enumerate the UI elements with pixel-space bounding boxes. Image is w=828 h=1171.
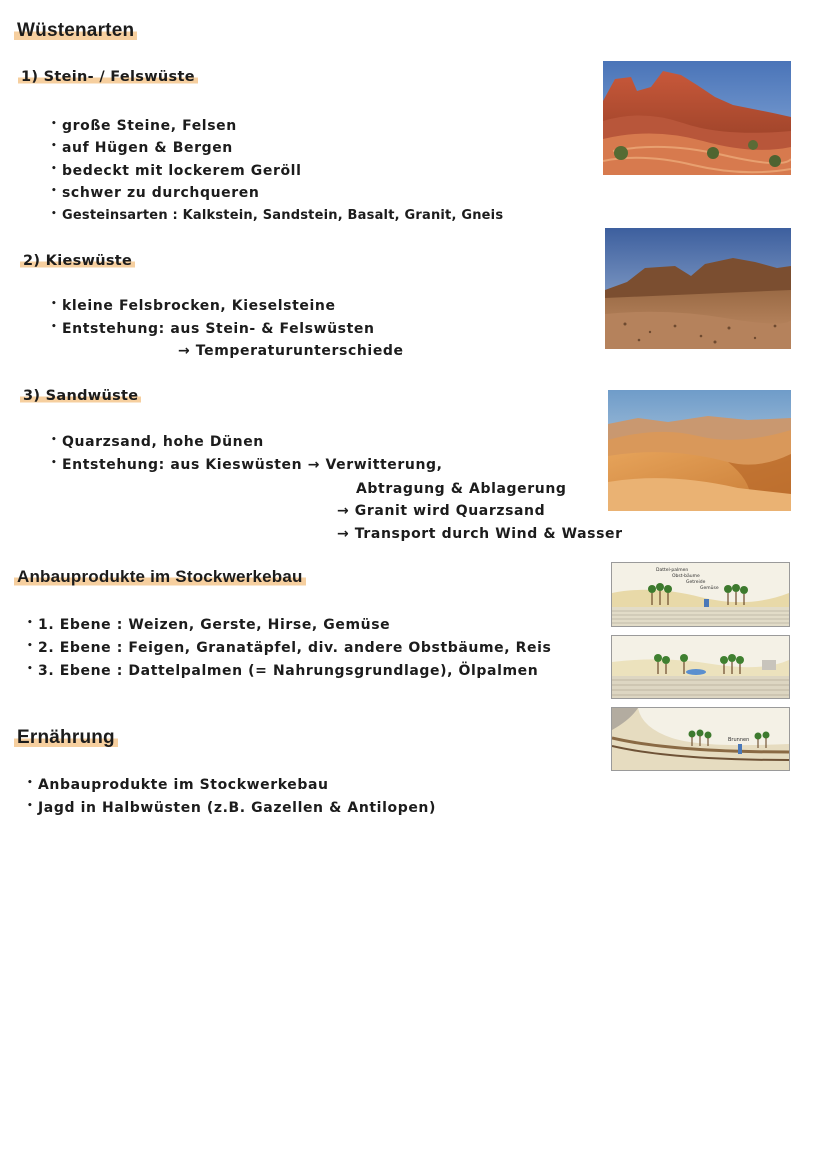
heading-kies-wueste: 2) Kieswüste [20,253,135,269]
heading-ernaehrung: Ernährung [14,727,118,749]
arrow-line: → Temperaturunterschiede [178,343,404,359]
diagram-label: Gemüse [700,586,719,591]
continuation-line: Abtragung & Ablagerung [356,481,567,497]
list-item: • auf Hügen & Bergen [62,140,233,156]
list-item: • Entstehung: aus Stein- & Felswüsten [62,321,375,337]
list-item: • bedeckt mit lockerem Geröll [62,163,301,179]
sand-desert-photo [608,390,791,511]
gravel-desert-photo [605,228,791,349]
diagram-label: Getreide [686,580,706,585]
list-item: • kleine Felsbrocken, Kieselsteine [62,298,336,314]
list-item: • Jagd in Halbwüsten (z.B. Gazellen & Antilopen) [38,800,436,816]
arrow-line: → Granit wird Quarzsand [337,503,546,519]
list-item: • Quarzsand, hohe Dünen [62,434,264,450]
diagram-label: Obst-bäume [672,574,700,579]
list-item: • Anbauprodukte im Stockwerkebau [38,777,329,793]
oasis-diagram-3 [611,707,790,771]
list-item: • 3. Ebene : Dattelpalmen (= Nahrungsgrundlage), Ölpalmen [38,663,538,679]
heading-stein-wueste: 1) Stein- / Felswüste [18,69,198,85]
list-item: • Gesteinsarten : Kalkstein, Sandstein, Basalt, Granit, Gneis [62,208,503,223]
list-item: • Entstehung: aus Kieswüsten → Verwitterung, [62,457,443,473]
heading-anbauprodukte: Anbauprodukte im Stockwerkebau [14,567,306,587]
diagram-label: Brunnen [728,737,750,743]
arrow-line: → Transport durch Wind & Wasser [337,526,623,542]
list-item: • 2. Ebene : Feigen, Granatäpfel, div. andere Obstbäume, Reis [38,640,551,656]
diagram-label: Dattel-palmen [656,568,689,573]
stone-desert-photo [603,61,791,175]
list-item: • 1. Ebene : Weizen, Gerste, Hirse, Gemüse [38,617,390,633]
oasis-diagram-1 [611,562,790,627]
heading-sand-wueste: 3) Sandwüste [20,388,141,404]
list-item: • große Steine, Felsen [62,118,237,134]
page-title: Wüstenarten [14,20,137,42]
oasis-diagram-2 [611,635,790,699]
list-item: • schwer zu durchqueren [62,185,259,201]
